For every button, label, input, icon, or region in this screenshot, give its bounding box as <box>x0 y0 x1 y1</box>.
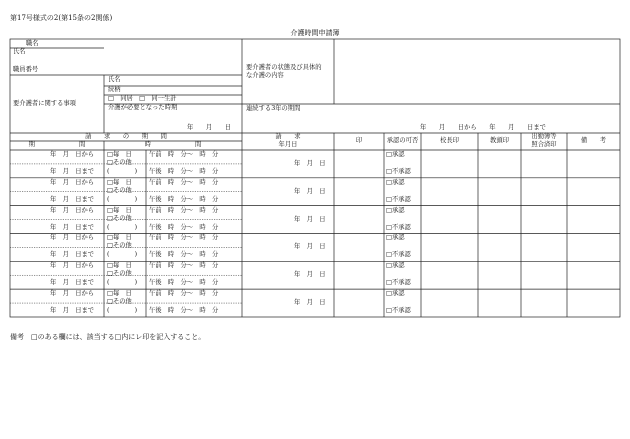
condition-label-2: な介護の内容 <box>246 72 284 79</box>
pm-time: 午後 時 分〜 時 分 <box>149 279 219 287</box>
period-from: 年 月 日から <box>50 234 95 242</box>
request-date: 年 月 日 <box>294 187 326 195</box>
mainichi-checkbox[interactable]: □毎 日 <box>107 234 132 242</box>
sub-shimei-label: 氏名 <box>108 76 121 83</box>
pm-time: 午後 時 分〜 時 分 <box>149 307 219 315</box>
pm-time: 午後 時 分〜 時 分 <box>149 223 219 231</box>
reject-checkbox[interactable]: □不承認 <box>386 279 411 287</box>
am-time: 午前 時 分〜 時 分 <box>149 234 219 242</box>
shukkin-header-1: 出勤簿等 <box>531 133 557 140</box>
reject-checkbox[interactable]: □不承認 <box>386 167 411 175</box>
kochoin-header: 校長印 <box>440 137 459 144</box>
reject-checkbox[interactable]: □不承認 <box>386 195 411 203</box>
request-date: 年 月 日 <box>294 271 326 279</box>
sonota-checkbox[interactable]: □その他 <box>107 214 132 222</box>
sonota-checkbox[interactable]: □その他 <box>107 270 132 278</box>
sonota-checkbox[interactable]: □その他 <box>107 242 132 250</box>
biko-header: 備 考 <box>580 137 607 144</box>
am-time: 午前 時 分〜 時 分 <box>149 206 219 214</box>
approve-checkbox[interactable]: □承認 <box>386 206 405 214</box>
shokumei-label: 職名 <box>26 40 39 47</box>
sonota-checkbox[interactable]: □その他 <box>107 186 132 194</box>
sonota-paren: ( ) <box>107 223 138 231</box>
request-date: 年 月 日 <box>294 160 326 167</box>
sonota-paren: ( ) <box>107 167 138 175</box>
am-time: 午前 時 分〜 時 分 <box>149 290 219 298</box>
kyotoin-header: 教頭印 <box>490 137 509 144</box>
am-time: 午前 時 分〜 時 分 <box>149 178 219 186</box>
mainichi-checkbox[interactable]: □毎 日 <box>107 151 132 158</box>
shonin-header: 承認の可否 <box>386 137 419 144</box>
period-to: 年 月 日まで <box>50 279 95 287</box>
period-from: 年 月 日から <box>50 151 95 158</box>
hitsuyo-date: 年 月 日 <box>187 124 232 131</box>
shokuin-bango-label: 職員番号 <box>13 66 39 73</box>
approve-checkbox[interactable]: □承認 <box>386 178 405 186</box>
form-title: 介護時間申請簿 <box>290 29 340 37</box>
kikan-header: 期 間 <box>28 141 86 148</box>
pm-time: 午後 時 分〜 時 分 <box>149 251 219 259</box>
approve-checkbox[interactable]: □承認 <box>386 234 405 242</box>
mainichi-checkbox[interactable]: □毎 日 <box>107 178 132 186</box>
shukkin-header-2: 照合済印 <box>531 141 557 148</box>
pm-time: 午後 時 分〜 時 分 <box>149 167 219 175</box>
sonota-paren: ( ) <box>107 251 138 259</box>
period-to: 年 月 日まで <box>50 307 95 315</box>
period-to: 年 月 日まで <box>50 167 95 175</box>
hitsuyo-label: 介護が必要となった時期 <box>108 104 178 111</box>
approve-checkbox[interactable]: □承認 <box>386 262 405 270</box>
request-date: 年 月 日 <box>294 215 326 223</box>
period-from: 年 月 日から <box>50 262 95 270</box>
sonota-paren: ( ) <box>107 279 138 287</box>
form-number: 第17号様式の2(第15条の2関係) <box>10 14 113 22</box>
request-date: 年 月 日 <box>294 243 326 251</box>
sonota-checkbox[interactable]: □その他 <box>107 298 132 306</box>
am-time: 午前 時 分〜 時 分 <box>149 262 219 270</box>
mainichi-checkbox[interactable]: □毎 日 <box>107 290 132 298</box>
renzoku-range: 年 月 日から 年 月 日まで <box>420 124 546 131</box>
seikyu-kikan-header: 請 求 の 期 間 <box>85 133 167 140</box>
reject-checkbox[interactable]: □不承認 <box>386 307 411 315</box>
mainichi-checkbox[interactable]: □毎 日 <box>107 206 132 214</box>
dokyo-checkboxes[interactable]: □ 同居 □ 同一生計 <box>108 95 177 102</box>
sonota-paren: ( ) <box>107 195 138 203</box>
period-to: 年 月 日まで <box>50 251 95 259</box>
shimei-label: 氏名 <box>13 48 26 55</box>
reject-checkbox[interactable]: □不承認 <box>386 223 411 231</box>
seikyu-date-header-1: 請 求 <box>275 133 301 140</box>
in-header: 印 <box>355 137 363 144</box>
period-from: 年 月 日から <box>50 290 95 298</box>
mainichi-checkbox[interactable]: □毎 日 <box>107 262 132 270</box>
jikan-header: 時 間 <box>144 141 202 148</box>
care-subject-label: 要介護者に関する事項 <box>13 100 76 107</box>
footnote: 備考 □のある欄には、該当する□内にレ印を記入すること。 <box>10 333 206 341</box>
reject-checkbox[interactable]: □不承認 <box>386 251 411 259</box>
approve-checkbox[interactable]: □承認 <box>386 290 405 298</box>
condition-label-1: 要介護者の状態及び具体的 <box>246 64 322 71</box>
period-from: 年 月 日から <box>50 206 95 214</box>
renzoku-label: 連続する3年の期間 <box>246 105 301 112</box>
request-date: 年 月 日 <box>294 299 326 307</box>
period-to: 年 月 日まで <box>50 223 95 231</box>
am-time: 午前 時 分〜 時 分 <box>149 151 219 158</box>
sonota-paren: ( ) <box>107 307 138 315</box>
zokugara-label: 続柄 <box>108 86 121 93</box>
approve-checkbox[interactable]: □承認 <box>386 151 405 158</box>
seikyu-date-header-2: 年月日 <box>278 141 298 148</box>
period-from: 年 月 日から <box>50 178 95 186</box>
period-to: 年 月 日まで <box>50 195 95 203</box>
sonota-checkbox[interactable]: □その他 <box>107 159 132 166</box>
pm-time: 午後 時 分〜 時 分 <box>149 195 219 203</box>
